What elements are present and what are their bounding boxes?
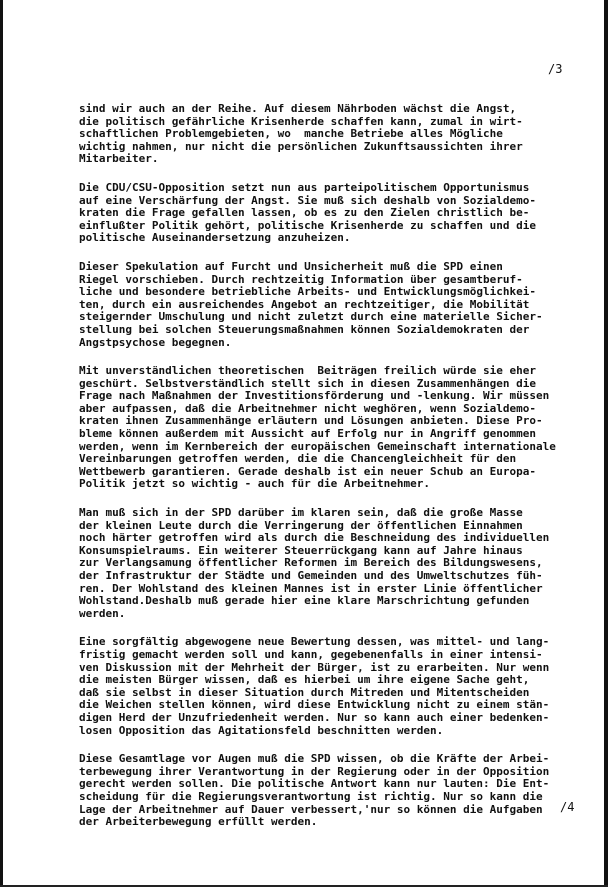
text-line: Eine sorgfältig abgewogene neue Bewertung dessen, was mittel- und lang-: [79, 636, 550, 649]
text-line: sind wir auch an der Reihe. Auf diesem Nährboden wächst die Angst,: [79, 103, 517, 115]
text-line: fristig gemacht werden soll und kann, gegebenenfalls in einer intensi-: [79, 648, 543, 661]
text-line: die politisch gefährliche Krisenherde schaffen kann, zumal in wirt-: [79, 115, 523, 128]
text-line: Konsumspielraums. Ein weiterer Steuerrückgang kann auf Jahre hinaus: [79, 544, 523, 557]
paragraph: [79, 753, 579, 829]
text-line: Wohlstand.Deshalb muß gerade hier eine klare Marschrichtung gefunden: [79, 595, 530, 608]
text-line: wichtig nahmen, nur nicht die persönlichen Zukunftsaussichten ihrer: [79, 140, 523, 153]
text-line: ren. Der Wohlstand des kleinen Mannes ist in erster Linie öffentlicher: [79, 582, 543, 595]
text-line: Dieser Spekulation auf Furcht und Unsicherheit muß die SPD einen: [79, 260, 503, 273]
paragraph: [79, 636, 579, 737]
text-line: Diese Gesamtlage vor Augen muß die SPD wissen, ob die Kräfte der Arbei-: [79, 753, 550, 766]
text-line: schaftlichen Problemgebieten, wo manche Betriebe alles Mögliche: [79, 128, 503, 141]
text-line: liche und besondere betriebliche Arbeits- und Entwicklungsmöglichkei-: [79, 286, 536, 299]
text-line: Angstpsychose begegnen.: [79, 336, 232, 349]
text-line: Politik jetzt so wichtig - auch für die Arbeitnehmer.: [79, 478, 430, 491]
text-line: Lage der Arbeitnehmer auf Dauer verbessert,'nur so können die Aufgaben: [79, 803, 543, 816]
text-line: daß sie selbst in dieser Situation durch Mitreden und Mitentscheiden: [79, 686, 530, 699]
text-line: werden.: [79, 607, 126, 620]
text-line: digen Herd der Unzufriedenheit werden. Nur so kann auch einer bedenken-: [79, 711, 550, 724]
text-line: geschürt. Selbstverständlich stellt sich in diesen Zusammenhängen die: [79, 377, 536, 390]
text-line: gerecht werden sollen. Die politische Antwort kann nur lauten: Die Ent-: [79, 778, 550, 791]
body-text: [79, 103, 579, 845]
paragraph: [79, 365, 579, 491]
text-line: Die CDU/CSU-Opposition setzt nun aus parteipolitischem Opportunismus: [79, 181, 530, 194]
scan-border-left: [0, 0, 3, 887]
text-line: der Infrastruktur der Städte und Gemeinden und des Umweltschutzes füh-: [79, 570, 543, 582]
text-line: Man muß sich in der SPD darüber im klaren sein, daß die große Masse: [79, 507, 523, 520]
text-line: der kleinen Leute durch die Verringerung der öffentlichen Einnahmen: [79, 519, 523, 532]
text-line: kraten ihnen Zusammenhänge erläutern und Lösungen anbieten. Diese Pro-: [79, 415, 543, 428]
text-line: Vereinbarungen getroffen werden, die die Chancengleichheit für den: [79, 453, 517, 466]
text-line: stellung bei solchen Steuerungsmaßnahmen können Sozialdemokraten der: [79, 323, 530, 336]
text-line: zur Verlangsamung öffentlicher Reformen im Bereich des Bildungswesens,: [79, 557, 543, 570]
text-line: die meisten Bürger wissen, daß es hierbei um ihre eigene Sache geht,: [79, 674, 530, 687]
text-line: politische Auseinandersetzung anzuheizen.: [79, 232, 351, 245]
text-line: die Weichen stellen können, wird diese Entwicklung nicht zu einem stän-: [79, 699, 550, 712]
page-number-bottom: /4: [560, 800, 575, 814]
text-line: bleme können außerdem mit Aussicht auf Erfolg nur in Angriff genommen: [79, 428, 536, 441]
paragraph: [79, 261, 579, 349]
text-line: scheidung für die Regierungsverantwortung ist richtig. Nur so kann die: [79, 790, 543, 803]
text-line: ten, durch ein ausreichendes Angebot an rechtzeitiger, die Mobilität: [79, 298, 530, 311]
text-line: werden, wenn im Kernbereich der europäischen Gemeinschaft internationale: [79, 440, 556, 453]
text-line: einflußter Politik gehört, politische Krisenherde zu schaffen und die: [79, 219, 536, 232]
scan-border-right: [604, 0, 608, 887]
text-line: Wettbewerb garantieren. Gerade deshalb ist ein neuer Schub an Europa-: [79, 465, 536, 478]
text-line: Frage nach Maßnahmen der Investitionsförderung und -lenkung. Wir müssen: [79, 390, 550, 403]
text-line: steigernder Umschulung und nicht zuletzt durch eine materielle Sicher-: [79, 311, 543, 324]
text-line: kraten die Frage gefallen lassen, ob es zu den Zielen christlich be-: [79, 207, 530, 220]
paragraph: [79, 507, 579, 620]
text-line: terbewegung ihrer Verantwortung in der Regierung oder in der Opposition: [79, 765, 550, 778]
text-line: der Arbeiterbewegung erfüllt werden.: [79, 816, 318, 829]
text-line: ven Diskussion mit der Mehrheit der Bürger, ist zu erarbeiten. Nur wenn: [79, 661, 550, 674]
text-line: losen Opposition das Agitationsfeld beschnitten werden.: [79, 724, 444, 737]
text-line: aber aufpassen, daß die Arbeitnehmer nicht weghören, wenn Sozialdemo-: [79, 402, 536, 415]
page-number-top: /3: [548, 62, 563, 76]
text-line: auf eine Verschärfung der Angst. Sie muß sich deshalb von Sozialdemo-: [79, 194, 536, 207]
text-line: Riegel vorschieben. Durch rechtzeitig Information über gesamtberuf-: [79, 273, 523, 286]
text-line: noch härter getroffen wird als durch die Beschneidung des individuellen: [79, 532, 550, 545]
text-line: Mit unverständlichen theoretischen Beiträgen freilich würde sie eher: [79, 365, 536, 378]
paragraph: [79, 182, 579, 245]
paragraph: [79, 103, 579, 166]
text-line: Mitarbeiter.: [79, 153, 159, 166]
